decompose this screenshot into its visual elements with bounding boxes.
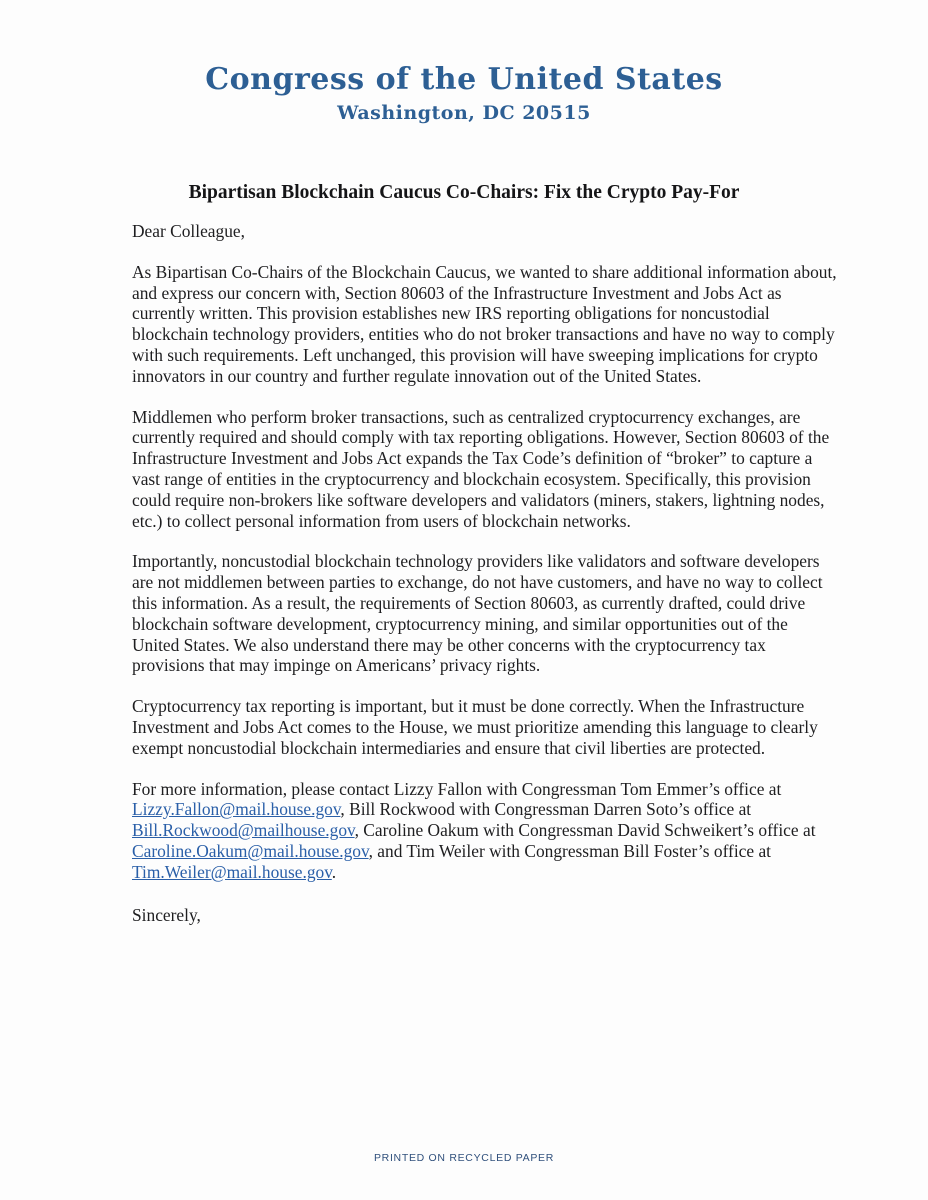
paragraph-noncustodial-providers: Importantly, noncustodial blockchain technology providers like validators and software developers are not middlemen between parties to exchange, do not have customers, and have no way to collect this information. As a result, the requirements of Section 80603, as currently drafted, could drive blockchain software development, cryptocurrency mining, and similar opportunities out of the United States. We also understand there may be other concerns with the cryptocurrency tax provisions that may impinge on Americans’ privacy rights.	[132, 551, 823, 676]
letter-body	[132, 221, 838, 925]
contact-text-segment: .	[331, 861, 337, 882]
contact-text-segment: , and Tim Weiler with Congressman Bill Foster’s office at	[368, 840, 772, 861]
paragraph-tax-reporting: Cryptocurrency tax reporting is important, but it must be done correctly. When the Infrastructure Investment and Jobs Act comes to the House, we must prioritize amending this language to clearly exempt noncustodial blockchain intermediaries and ensure that civil liberties are protected.	[132, 696, 818, 758]
contact-text-segment: For more information, please contact Lizzy Fallon with Congressman Tom Emmer’s office at	[132, 778, 782, 799]
salutation: Dear Colleague,	[132, 221, 245, 241]
letterhead-city-line: Washington, DC 20515	[337, 102, 591, 124]
email-link[interactable]: Tim.Weiler@mail.house.gov	[132, 861, 332, 882]
letter-title: Bipartisan Blockchain Caucus Co-Chairs: Fix the Crypto Pay-For	[188, 182, 740, 203]
paragraph-contact-info	[132, 779, 838, 883]
congressional-letterhead	[0, 0, 928, 125]
closing-sincerely: Sincerely,	[132, 904, 201, 925]
paragraph-middlemen-brokers: Middlemen who perform broker transactions, such as centralized cryptocurrency exchanges, are currently required and should comply with tax reporting obligations. However, Section 80603 of the Infrastructure Investment and Jobs Act expands the Tax Code’s definition of “broker” to capture a vast range of entities in the cryptocurrency and blockchain ecosystem. Specifically, this provision could require non-brokers like software developers and validators (miners, stakers, lightning nodes, etc.) to collect personal information from users of blockchain networks.	[132, 406, 830, 531]
email-link[interactable]: Bill.Rockwood@mailhouse.gov	[132, 820, 355, 841]
email-link[interactable]: Lizzy.Fallon@mail.house.gov	[132, 799, 341, 820]
contact-text-segment: , Caroline Oakum with Congressman David Schweikert’s office at	[354, 820, 816, 841]
contact-text-segment: , Bill Rockwood with Congressman Darren Soto’s office at	[340, 799, 752, 820]
email-link[interactable]: Caroline.Oakum@mail.house.gov	[132, 840, 369, 861]
recycled-paper-notice: PRINTED ON RECYCLED PAPER	[373, 1152, 555, 1164]
letterhead-congress-line: Congress of the United States	[205, 62, 723, 97]
paragraph-section-80603-intro: As Bipartisan Co-Chairs of the Blockchain Caucus, we wanted to share additional information about, and express our concern with, Section 80603 of the Infrastructure Investment and Jobs Act as currently written. This provision establishes new IRS reporting obligations for noncustodial blockchain technology providers, entities who do not broker transactions and have no way to comply with such requirements. Left unchanged, this provision will have sweeping implications for crypto innovators in our country and further regulate innovation out of the United States.	[132, 261, 837, 386]
